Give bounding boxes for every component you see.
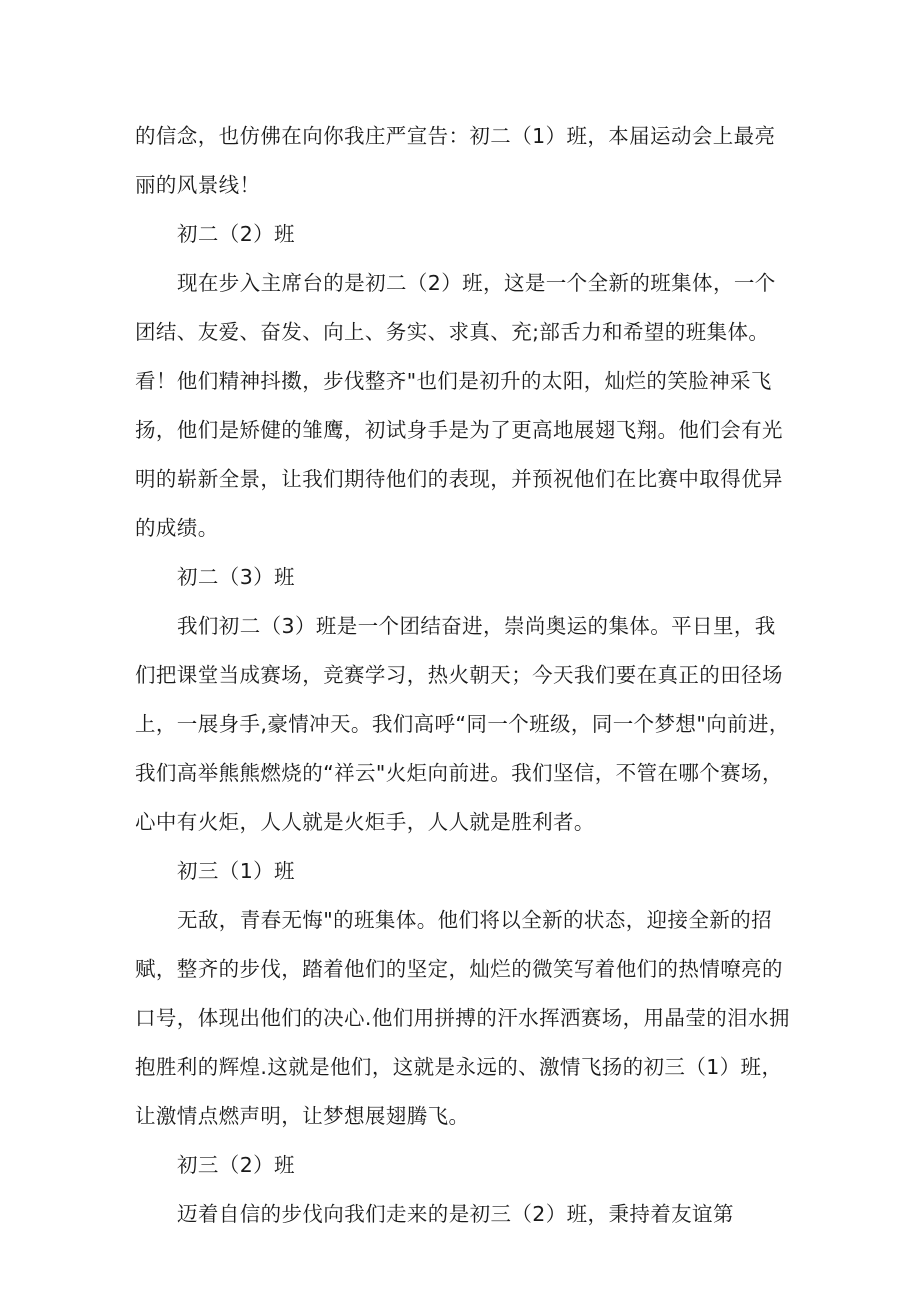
section-heading-class-3-1: 初三（1）班 xyxy=(177,859,295,883)
paragraph-class-2-3: 我们初二（3）班是一个团结奋进，崇尚奥运的集体。平日里，我们把课堂当成赛场，竞赛学习，热火朝天；今天我们要在真正的田径场上，一展身手,豪情冲天。我们高呼“同一个班级，同一个梦想"向前进，我们高举熊熊燃烧的“祥云"火炬向前进。我们坚信，不管在哪个赛场，心中有火炬，人人就是火炬手，人人就是胜利者。 xyxy=(135,614,790,834)
section-heading-class-3-2: 初三（2）班 xyxy=(177,1153,295,1177)
paragraph-class-3-2: 迈着自信的步伐向我们走来的是初三（2）班，秉持着友谊第 xyxy=(177,1202,734,1226)
paragraph-intro-continuation: 的信念，也仿佛在向你我庄严宣告：初二（1）班，本届运动会上最亮丽的风景线！ xyxy=(135,124,776,197)
section-heading-class-2-2: 初二（2）班 xyxy=(177,222,295,246)
paragraph-class-3-1: 无敌，青春无悔"的班集体。他们将以全新的状态，迎接全新的招赋，整齐的步伐，踏着他们的坚定，灿烂的微笑写着他们的热情嘹亮的口号，体现出他们的决心.他们用拼搏的汗水挥洒赛场，用晶莹的泪水拥抱胜利的辉煌.这就是他们，这就是永远的、激情飞扬的初三（1）班，让激情点燃声明，让梦想展翅腾飞。 xyxy=(135,908,790,1128)
section-heading-class-2-3: 初二（3）班 xyxy=(177,565,295,589)
paragraph-class-2-2: 现在步入主席台的是初二（2）班，这是一个全新的班集体，一个团结、友爱、奋发、向上、务实、求真、充;部舌力和希望的班集体。看！他们精神抖擞，步伐整齐"也们是初升的太阳，灿烂的笑脸神采飞扬，他们是矫健的雏鹰，初试身手是为了更高地展翅飞翔。他们会有光明的崭新全景，让我们期待他们的表现，并预祝他们在比赛中取得优异的成绩。 xyxy=(135,271,783,540)
document-body xyxy=(135,112,790,1239)
